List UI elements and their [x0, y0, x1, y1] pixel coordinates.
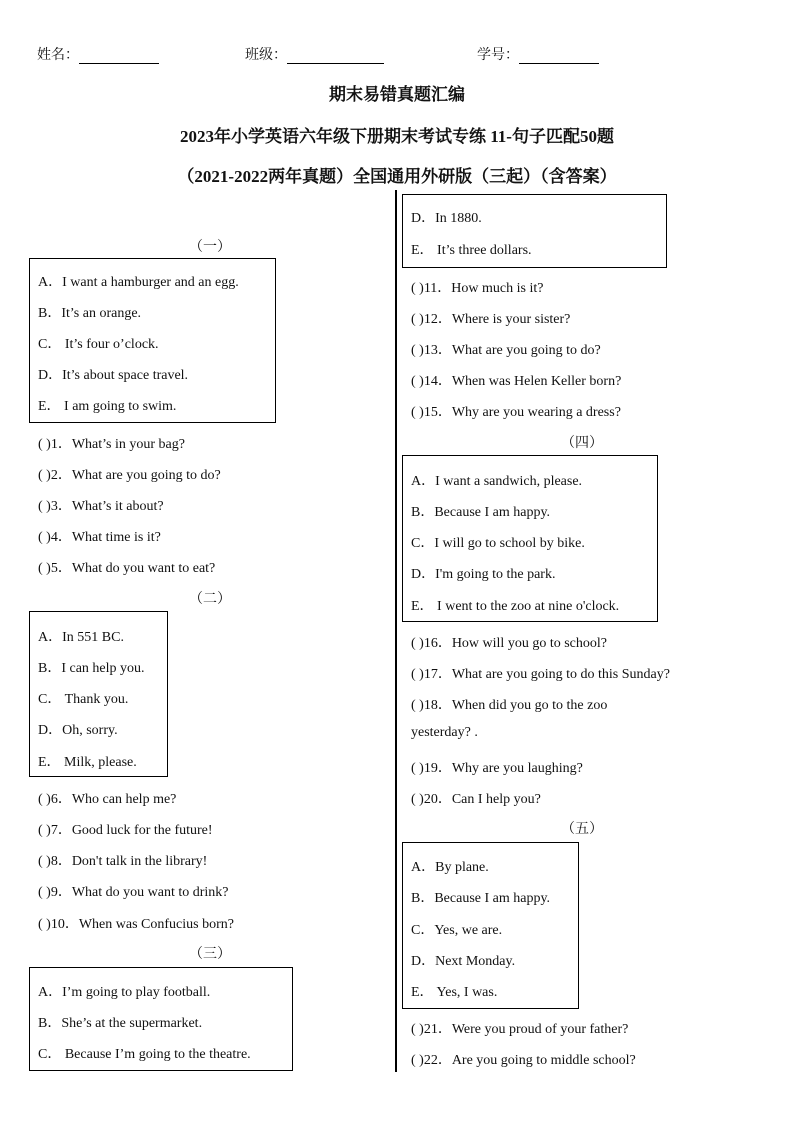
title-line-3: （2021-2022两年真题）全国通用外研版（三起）（含答案） — [177, 167, 617, 186]
option-2b: B．I can help you. — [38, 661, 145, 676]
title-line-2: 2023年小学英语六年级下册期末考试专练 11-句子匹配50题 — [180, 127, 614, 146]
question-15[interactable]: ( )15．Why are you wearing a dress? — [411, 405, 621, 420]
section-5-heading: （五） — [561, 822, 603, 837]
question-19[interactable]: ( )19．Why are you laughing? — [411, 761, 583, 776]
question-14[interactable]: ( )14．When was Helen Keller born? — [411, 374, 622, 389]
name-blank[interactable] — [79, 49, 159, 64]
id-field[interactable] — [477, 44, 599, 64]
question-8[interactable]: ( )8．Don't talk in the library! — [38, 854, 208, 869]
question-13[interactable]: ( )13．What are you going to do? — [411, 343, 601, 358]
option-4a: A．I want a sandwich, please. — [411, 474, 583, 489]
option-1a: A．I want a hamburger and an egg. — [38, 275, 239, 290]
option-2a: A．In 551 BC. — [38, 630, 124, 645]
class-field[interactable] — [245, 44, 384, 64]
option-3b: B．She’s at the supermarket. — [38, 1016, 203, 1031]
question-3[interactable]: ( )3．What’s it about? — [38, 499, 164, 514]
option-1d: D．It’s about space travel. — [38, 368, 189, 383]
option-1c: C． It’s four o’clock. — [38, 337, 159, 352]
option-5a: A．By plane. — [411, 860, 489, 875]
class-blank[interactable] — [287, 49, 384, 64]
option-4b: B．Because I am happy. — [411, 505, 551, 520]
question-1[interactable]: ( )1．What’s in your bag? — [38, 437, 185, 452]
section-3-heading: （三） — [189, 947, 231, 962]
option-1e: E． I am going to swim. — [38, 399, 177, 414]
option-4e: E． I went to the zoo at nine o'clock. — [411, 599, 620, 614]
question-2[interactable]: ( )2．What are you going to do? — [38, 468, 221, 483]
question-20[interactable]: ( )20．Can I help you? — [411, 792, 541, 807]
question-10[interactable]: ( )10．When was Confucius born? — [38, 917, 234, 932]
option-1b: B．It’s an orange. — [38, 306, 142, 321]
section-4-heading: （四） — [561, 436, 603, 451]
option-3e: E． It’s three dollars. — [411, 243, 532, 258]
option-2e: E． Milk, please. — [38, 755, 137, 770]
option-5b: B．Because I am happy. — [411, 891, 551, 906]
option-4c: C．I will go to school by bike. — [411, 536, 585, 551]
question-7[interactable]: ( )7．Good luck for the future! — [38, 823, 213, 838]
option-5e: E． Yes, I was. — [411, 985, 498, 1000]
question-5[interactable]: ( )5．What do you want to eat? — [38, 561, 216, 576]
section-2-heading: （二） — [189, 592, 231, 607]
question-16[interactable]: ( )16．How will you go to school? — [411, 636, 607, 651]
option-4d: D．I'm going to the park. — [411, 567, 556, 582]
question-9[interactable]: ( )9．What do you want to drink? — [38, 885, 229, 900]
title-line-1: 期末易错真题汇编 — [329, 85, 465, 104]
option-2d: D．Oh, sorry. — [38, 723, 118, 738]
question-11[interactable]: ( )11．How much is it? — [411, 281, 544, 296]
question-12[interactable]: ( )12．Where is your sister? — [411, 312, 571, 327]
question-18[interactable]: ( )18．When did you go to the zoo — [411, 698, 608, 713]
option-2c: C． Thank you. — [38, 692, 129, 707]
question-17[interactable]: ( )17．What are you going to do this Sunday? — [411, 667, 670, 682]
name-label: 姓名： — [37, 48, 79, 63]
id-blank[interactable] — [519, 49, 599, 64]
option-3d: D．In 1880. — [411, 211, 482, 226]
option-3a: A．I’m going to play football. — [38, 985, 211, 1000]
option-5d: D．Next Monday. — [411, 954, 516, 969]
section-1-heading: （一） — [189, 240, 231, 255]
option-3c: C． Because I’m going to the theatre. — [38, 1047, 251, 1062]
question-18-continued: yesterday? . — [411, 725, 478, 740]
question-6[interactable]: ( )6．Who can help me? — [38, 792, 177, 807]
name-field[interactable] — [37, 44, 159, 64]
column-divider — [395, 190, 397, 1072]
question-4[interactable]: ( )4．What time is it? — [38, 530, 161, 545]
question-22[interactable]: ( )22．Are you going to middle school? — [411, 1053, 636, 1068]
question-21[interactable]: ( )21．Were you proud of your father? — [411, 1022, 629, 1037]
option-5c: C．Yes, we are. — [411, 923, 503, 938]
id-label: 学号： — [477, 48, 519, 63]
class-label: 班级： — [245, 48, 287, 63]
